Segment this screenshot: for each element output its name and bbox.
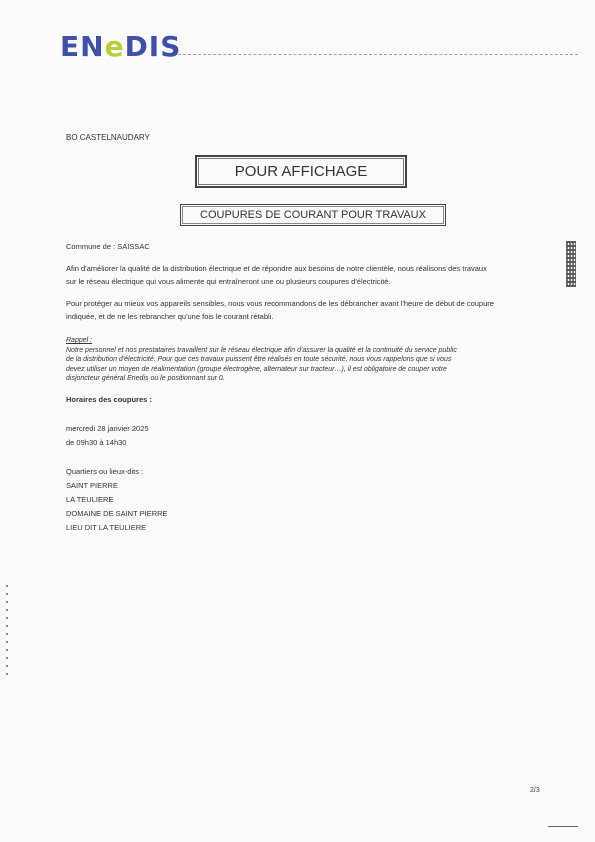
rappel-line: de la distribution d'électricité. Pour que ces travaux puissent être réalisés en toute sécurité, nous vous rappelons que si vous (66, 356, 452, 363)
advice-line: indiquée, et de ne les rebrancher qu'une fois le courant rétabli. (66, 312, 274, 321)
rappel-paragraph (66, 336, 546, 384)
commune-line: Commune de : SAISSAC (66, 242, 150, 251)
enedis-logo (60, 30, 181, 63)
rappel-line: devez utiliser un moyen de réalimentation (groupe électrogène, alternateur sur tracteur…), il est obligatoire de couper votre (66, 365, 447, 373)
margin-marks (6, 585, 8, 680)
cut-date: mercredi 28 janvier 2025 (66, 424, 149, 433)
subtitle-box (180, 204, 446, 226)
logo-text-2: e (104, 30, 125, 63)
footer-rule (548, 826, 578, 827)
advice-paragraph (66, 297, 546, 323)
quartier-item: SAINT PIERRE (66, 481, 118, 490)
logo-text-3: DIS (124, 30, 182, 63)
title-text: POUR AFFICHAGE (234, 163, 368, 180)
quartier-item: LA TEULIERE (66, 495, 114, 504)
rappel-line: disjoncteur général Enedis ou le positionnant sur 0. (66, 375, 225, 382)
cut-time: de 09h30 à 14h30 (66, 438, 127, 447)
advice-line: Pour protéger au mieux vos appareils sensibles, nous vous recommandons de les débrancher avant l'heure de début de coupure (66, 299, 494, 308)
title-box (195, 155, 407, 188)
intro-line: Afin d'améliorer la qualité de la distribution électrique et de répondre aux besoins de notre clientèle, nous réalisons des travaux (66, 264, 487, 273)
logo-text-1: EN (60, 30, 105, 63)
header-rule (178, 54, 578, 55)
quartier-item: DOMAINE DE SAINT PIERRE (66, 509, 168, 518)
rappel-line: Notre personnel et nos prestataires travaillent sur le réseau électrique afin d'assurer la qualité et la continuité du service public (66, 346, 457, 354)
qr-code-icon (566, 241, 576, 287)
quartier-item: LIEU DIT LA TEULIERE (66, 523, 147, 532)
office-name: BO CASTELNAUDARY (66, 133, 150, 142)
horaires-title: Horaires des coupures : (66, 395, 152, 404)
intro-paragraph (66, 262, 546, 288)
quartiers-title: Quartiers ou lieux-dits : (66, 467, 144, 476)
subtitle-text: COUPURES DE COURANT POUR TRAVAUX (200, 209, 426, 221)
intro-line: sur le réseau électrique qui vous alimente qui entraîneront une ou plusieurs coupures d'électricité. (66, 277, 391, 286)
page-number: 2/3 (530, 787, 540, 794)
rappel-title: Rappel : (66, 337, 93, 344)
